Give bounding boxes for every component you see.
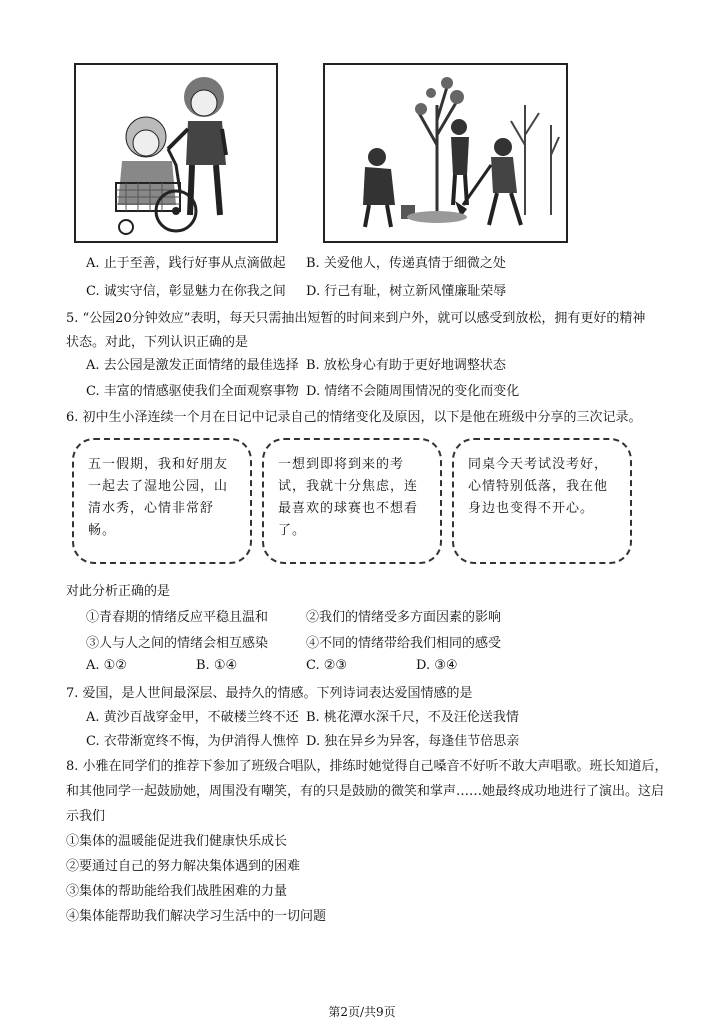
q5-option-c: C. 丰富的情感驱使我们全面观察事物: [86, 384, 299, 399]
q7-option-d: D. 独在异乡为异客，每逢佳节倍思亲: [306, 734, 520, 749]
q6-option-a: A. ①②: [86, 658, 127, 673]
diary-card-1: [72, 438, 252, 564]
diary-text-2: 一想到即将到来的考试，我就十分焦虑，连最喜欢的球赛也不想看了。: [278, 457, 419, 538]
q7-stem: 7. 爱国，是人世间最深层、最持久的情感。下列诗词表达爱国情感的是: [66, 686, 473, 701]
q7-option-c: C. 衣带渐宽终不悔，为伊消得人憔悴: [86, 734, 299, 749]
wheelchair-illustration: [74, 63, 278, 243]
q4-option-a: A. 止于至善，践行好事从点滴做起: [86, 256, 286, 271]
q6-option-b: B. ①④: [196, 658, 238, 673]
page-footer: 第2页/共9页: [328, 1005, 396, 1019]
q6-statement-1: ①青春期的情绪反应平稳且温和: [86, 610, 269, 625]
q6-statement-4: ④不同的情绪带给我们相同的感受: [306, 636, 502, 651]
q6-lead: 对此分析正确的是: [66, 584, 171, 599]
q6-stem: 6. 初中生小泽连续一个月在日记中记录自己的情绪变化及原因，以下是他在班级中分享的三次记录。: [66, 410, 642, 425]
diary-text-1: 五一假期，我和好朋友一起去了湿地公园，山清水秀，心情非常舒畅。: [88, 457, 229, 538]
q5-option-a: A. 去公园是激发正面情绪的最佳选择: [86, 358, 299, 373]
tree-planting-illustration: [323, 63, 568, 243]
diary-text-3: 同桌今天考试没考好，心情特别低落，我在他身边也变得不开心。: [468, 457, 609, 516]
q8-stem-line1: 8. 小雅在同学们的推荐下参加了班级合唱队，排练时她觉得自己嗓音不好听不敢大声唱歌。班长知道后，: [66, 759, 668, 774]
q4-option-d: D. 行己有耻，树立新风懂廉耻荣辱: [306, 284, 507, 299]
q6-statement-3: ③人与人之间的情绪会相互感染: [86, 636, 269, 651]
diary-card-3: [452, 438, 632, 564]
q8-stem-line2: 和其他同学一起鼓励她，周围没有嘲笑，有的只是鼓励的微笑和掌声……她最终成功地进行了演出。这启: [66, 784, 665, 799]
q8-stem-line3: 示我们: [66, 809, 106, 824]
tree-planting-drawing: [325, 65, 566, 241]
q8-statement-4: ④集体能帮助我们解决学习生活中的一切问题: [66, 909, 327, 924]
q4-option-b: B. 关爱他人，传递真情于细微之处: [306, 256, 506, 271]
q6-option-d: D. ③④: [416, 658, 458, 673]
q7-option-a: A. 黄沙百战穿金甲，不破楼兰终不还: [86, 710, 299, 725]
q4-option-c: C. 诚实守信，彰显魅力在你我之间: [86, 284, 286, 299]
q8-statement-3: ③集体的帮助能给我们战胜困难的力量: [66, 884, 288, 899]
q7-option-b: B. 桃花潭水深千尺，不及汪伦送我情: [306, 710, 519, 725]
q6-option-c: C. ②③: [306, 658, 348, 673]
q8-statement-1: ①集体的温暖能促进我们健康快乐成长: [66, 834, 288, 849]
q8-statement-2: ②要通过自己的努力解决集体遇到的困难: [66, 859, 301, 874]
q6-statement-2: ②我们的情绪受多方面因素的影响: [306, 610, 502, 625]
diary-card-2: [262, 438, 442, 564]
q5-option-d: D. 情绪不会随周围情况的变化而变化: [306, 384, 520, 399]
wheelchair-drawing: [76, 65, 276, 241]
q5-option-b: B. 放松身心有助于更好地调整状态: [306, 358, 506, 373]
q5-stem-line2: 状态。对此，下列认识正确的是: [66, 335, 249, 350]
q5-stem-line1: 5. “公园20分钟效应”表明，每天只需抽出短暂的时间来到户外，就可以感受到放松，拥有更好的精神: [66, 311, 646, 326]
